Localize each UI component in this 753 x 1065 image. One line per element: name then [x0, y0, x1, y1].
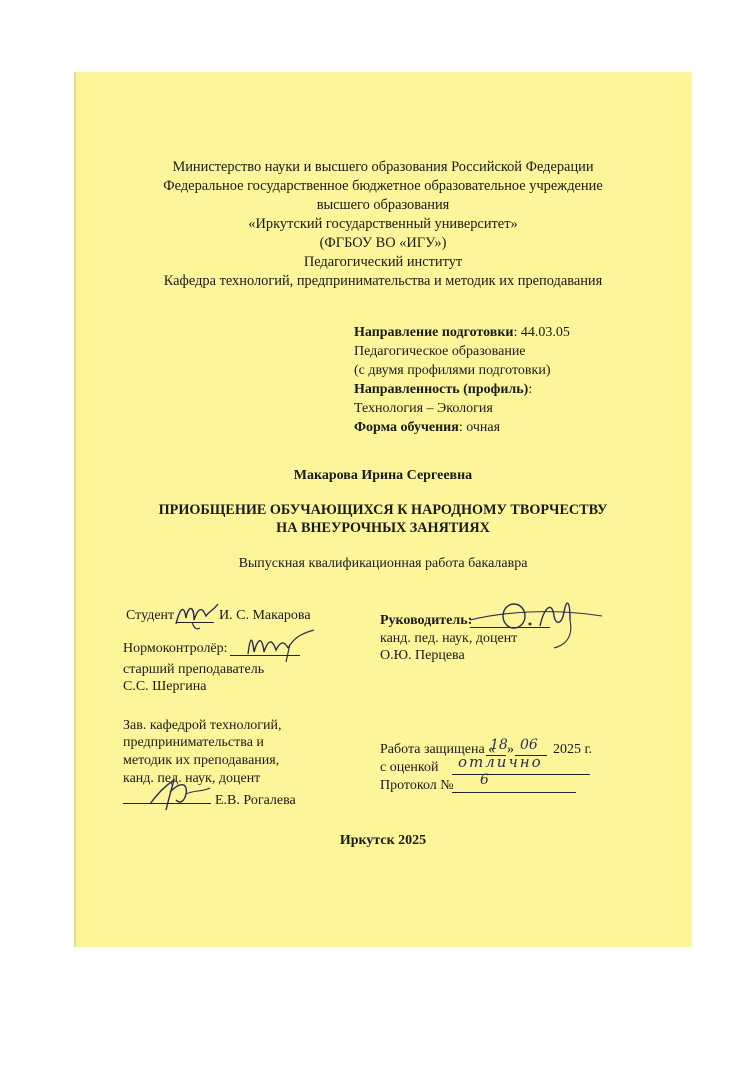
- head-signature: [140, 770, 220, 815]
- header-line-institution: Федеральное государственное бюджетное образовательное учреждение: [163, 178, 603, 194]
- profile-colon: :: [528, 382, 533, 397]
- city-year: Иркутск 2025: [339, 833, 427, 848]
- head-line-3: методик их преподавания,: [123, 753, 280, 768]
- head-line-1: Зав. кафедрой технологий,: [123, 718, 282, 733]
- direction-code: : 44.03.05: [513, 325, 570, 340]
- protocol-number: 6: [480, 772, 489, 788]
- defense-day: 18: [490, 737, 508, 753]
- normocontrol-label: Нормоконтролёр:: [123, 641, 228, 656]
- author-name: Макарова Ирина Сергеевна: [293, 468, 473, 483]
- supervisor-name: О.Ю. Перцева: [380, 648, 465, 663]
- head-line-2: предпринимательства и: [123, 735, 264, 750]
- defense-month: 06: [520, 737, 538, 753]
- normocontrol-name: С.С. Шергина: [123, 679, 207, 694]
- student-name: И. С. Макарова: [219, 608, 311, 623]
- student-label: Студент: [126, 608, 175, 623]
- protocol-label: Протокол №: [380, 778, 454, 793]
- direction-label: Направление подготовки: [354, 325, 514, 340]
- title-line-2: НА ВНЕУРОЧНЫХ ЗАНЯТИЯХ: [276, 520, 490, 536]
- supervisor-degree: канд. пед. наук, доцент: [380, 631, 518, 646]
- header-line-abbrev: (ФГБОУ ВО «ИГУ»): [319, 235, 447, 251]
- grade-line: [452, 774, 590, 775]
- normocontrol-signature: [228, 624, 318, 664]
- header-line-education: высшего образования: [316, 197, 450, 213]
- defense-quote-close: »: [507, 742, 514, 757]
- head-line-4: канд. пед. наук, доцент: [123, 771, 261, 786]
- form-label: Форма обучения: [354, 420, 459, 435]
- work-type: Выпускная квалификационная работа бакалавра: [238, 556, 528, 571]
- student-signature: [172, 598, 222, 632]
- grade-value: отлично: [458, 753, 543, 771]
- protocol-line: [452, 792, 576, 793]
- defense-year: 2025 г.: [553, 742, 593, 757]
- supervisor-label: Руководитель:: [380, 613, 473, 628]
- program-info: [354, 323, 570, 437]
- form-value: : очная: [458, 420, 501, 435]
- header-line-university: «Иркутский государственный университет»: [248, 216, 518, 232]
- direction-name: Педагогическое образование: [354, 344, 526, 359]
- header-line-department: Кафедра технологий, предпринимательства и методик их преподавания: [163, 273, 603, 289]
- direction-note: (с двумя профилями подготовки): [354, 363, 551, 378]
- institution-header: [74, 158, 692, 291]
- header-line-ministry: Министерство науки и высшего образования Российской Федерации: [172, 159, 594, 175]
- title-line-1: ПРИОБЩЕНИЕ ОБУЧАЮЩИХСЯ К НАРОДНОМУ ТВОРЧЕСТВУ: [158, 502, 608, 518]
- head-name: Е.В. Рогалева: [215, 793, 296, 808]
- grade-label: с оценкой: [380, 760, 439, 775]
- normocontrol-position: старший преподаватель: [123, 662, 265, 677]
- header-line-institute: Педагогический институт: [303, 254, 463, 270]
- thesis-title: [74, 501, 692, 537]
- profile-value: Технология – Экология: [354, 401, 493, 416]
- defended-prefix: Работа защищена «: [380, 742, 496, 757]
- profile-label: Направленность (профиль): [354, 382, 529, 397]
